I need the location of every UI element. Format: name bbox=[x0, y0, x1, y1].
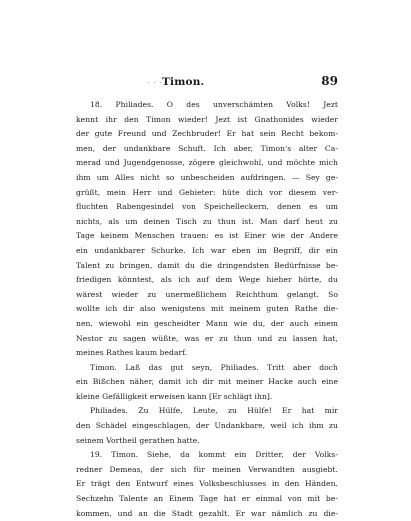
text-line: Er trägt den Entwurf eines Volksbeschlusses in den Händen. bbox=[76, 479, 338, 489]
body-text bbox=[76, 98, 338, 521]
text-line: men, der undankbare Schuft. Ich aber, Timon's alter Ca- bbox=[76, 143, 338, 153]
text-line: wärest wieder zu unermeßlichem Reichthum gelangt. So bbox=[76, 289, 338, 299]
header-ornament: · · · bbox=[148, 80, 163, 87]
text-line: den Schädel eingeschlagen, der Undankbare, weil ich ihm zu bbox=[76, 421, 338, 431]
text-line: Philiades. Zu Hülfe, Leute, zu Hülfe! Er hat mir bbox=[90, 406, 338, 416]
text-line: 19. Timon. Siehe, da kommt ein Dritter, der Volks- bbox=[90, 450, 338, 460]
text-line: friedigen könntest, als ich auf dem Wege hieher hörte, du bbox=[76, 275, 338, 285]
text-line: nichts, als um deinen Tisch zu thun ist. Man darf heut zu bbox=[76, 216, 338, 226]
text-line: kennt ihr den Timon wieder! Jezt ist Gnathonides wieder bbox=[76, 114, 338, 124]
text-line: seinem Vortheil gerathen hatte. bbox=[76, 435, 200, 445]
text-line: meines Rathes kaum bedarf. bbox=[76, 348, 188, 358]
text-line: fluchten Rabengesindel von Speichelleckern, denen es um bbox=[76, 202, 338, 212]
page-number: 89 bbox=[321, 74, 338, 88]
text-line: wollte ich dir also wenigstens mit meinem guten Rathe die- bbox=[76, 304, 338, 314]
text-line: ein Bißchen näher, damit ich dir mit meiner Hacke auch eine bbox=[76, 377, 338, 387]
text-line: Talent zu bringen, damit du die dringendsten Bedürfnisse be- bbox=[76, 260, 338, 270]
text-line: ihm um Alles nicht so unbescheiden aufdringen. — Sey ge- bbox=[76, 172, 338, 182]
text-line: kleine Gefälligkeit erweisen kann [Er schlägt ihn]. bbox=[76, 391, 273, 401]
text-line: der gute Freund und Zechbruder! Er hat sein Recht bekom- bbox=[76, 129, 338, 139]
text-line: 18. Philiades. O des unverschämten Volks! Jezt bbox=[90, 100, 338, 109]
text-line: redner Demeas, der sich für meinen Verwandten ausgiebt. bbox=[76, 464, 338, 474]
text-line: Sechzehn Talente an Einem Tage hat er einmal von mit be- bbox=[76, 494, 338, 504]
text-line: nen, wiewohl ein gescheidter Mann wie du, der auch einem bbox=[76, 318, 338, 328]
running-title: Timon. bbox=[162, 76, 205, 88]
text-line: Timon. Laß das gut seyn, Philiades. Tritt aber doch bbox=[90, 362, 338, 372]
text-line: ein undankbarer Schurke. Ich war eben im Begriff, dir ein bbox=[76, 245, 338, 255]
text-line: Nestor zu sagen wüßte, was er zu thun und zu lassen hat, bbox=[76, 333, 338, 343]
text-line: Tage keinem Menschen trauen: es ist Einer wie der Andere bbox=[76, 231, 338, 241]
text-line: merad und Jugendgenosse, zögere gleichwohl, und möchte mich bbox=[76, 158, 338, 168]
text-line: kommen, und an die Stadt gezahlt. Er war nämlich zu die- bbox=[76, 508, 338, 518]
page-header bbox=[76, 76, 338, 92]
text-line: grüßt, mein Herr und Gebieter: hüte dich vor diesem ver- bbox=[76, 187, 338, 197]
